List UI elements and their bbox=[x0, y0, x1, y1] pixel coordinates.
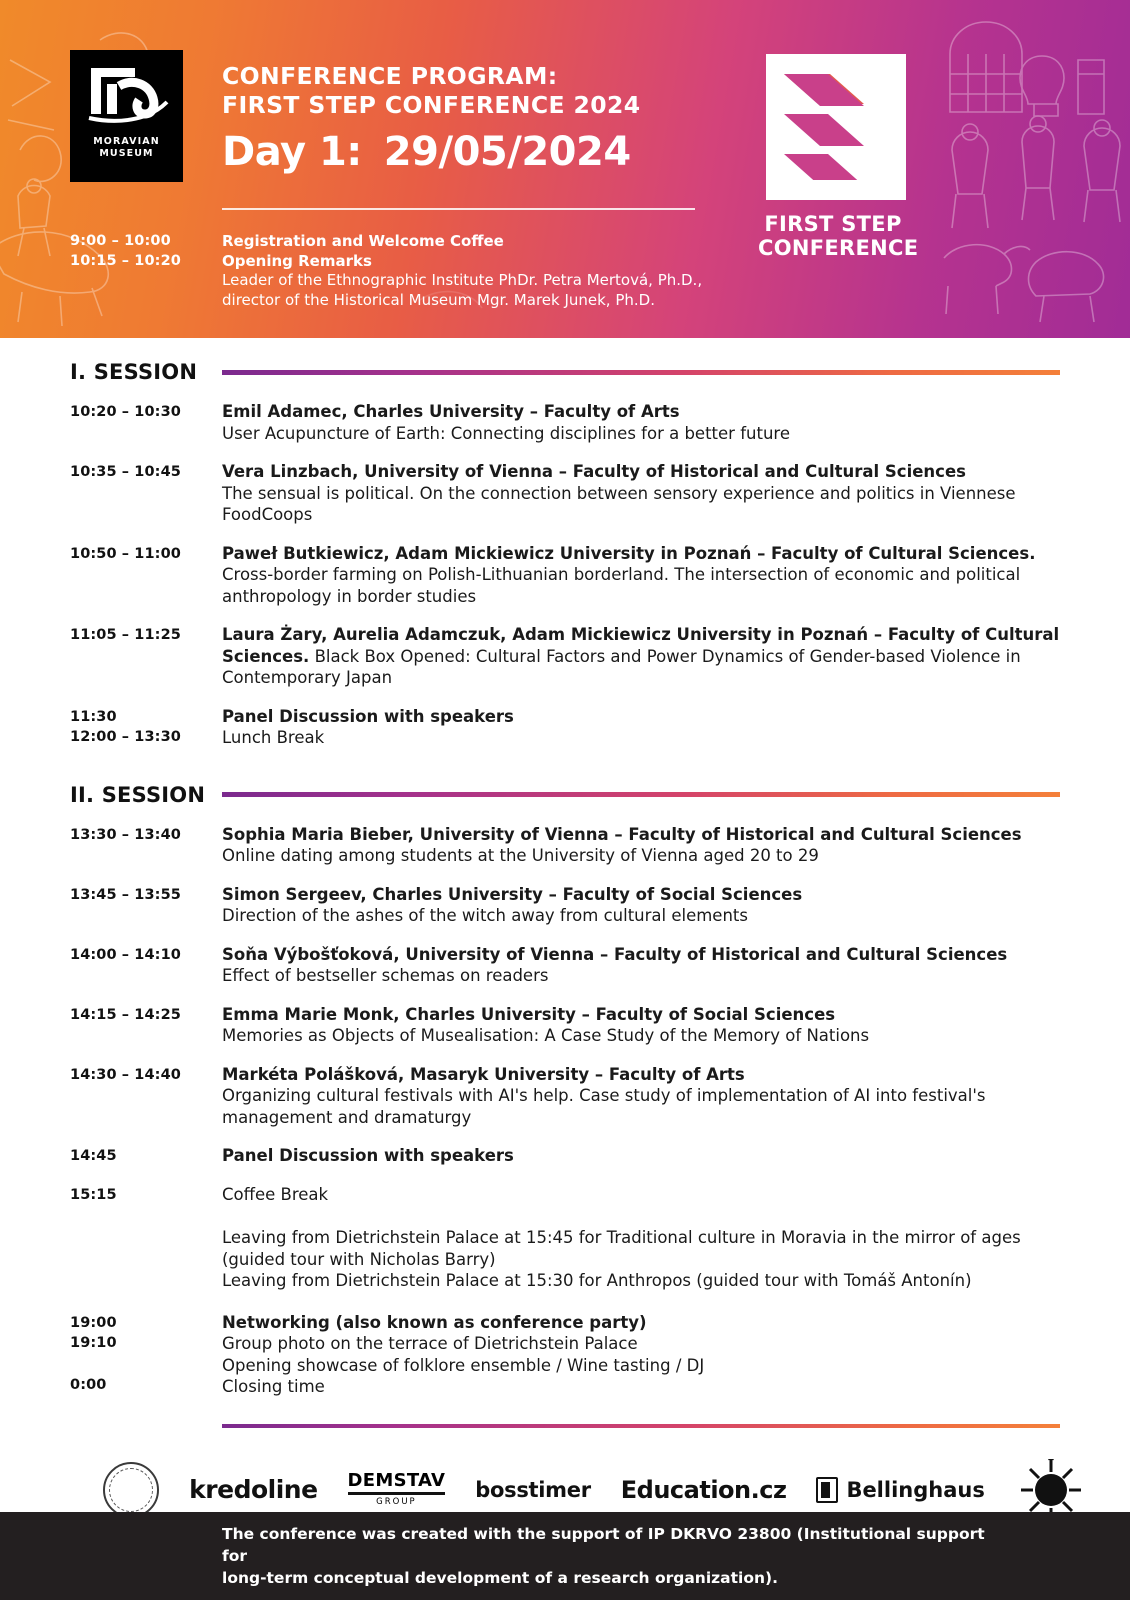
museum-logo-text bbox=[93, 136, 160, 160]
row-subtitle-1: Group photo on the terrace of Dietrichstein Palace bbox=[222, 1334, 638, 1353]
program-row bbox=[70, 1064, 1060, 1129]
program-row bbox=[70, 884, 1060, 927]
session-header-2 bbox=[70, 783, 1060, 807]
row-title: Emil Adamec, Charles University – Faculty of Arts bbox=[222, 402, 680, 421]
conference-program-line2: FIRST STEP CONFERENCE 2024 bbox=[222, 91, 641, 119]
tour-note-1: Leaving from Dietrichstein Palace at 15:45 for Traditional culture in Moravia in the mirror of ages (guided tour with Nicholas Barry) bbox=[222, 1228, 1021, 1269]
header-item-registration: Registration and Welcome Coffee bbox=[222, 232, 504, 250]
row-subtitle: Organizing cultural festivals with AI's help. Case study of implementation of AI into festival's management and dramaturgy bbox=[222, 1086, 986, 1127]
poster-footer bbox=[0, 1512, 1130, 1600]
first-step-mark-icon bbox=[758, 52, 908, 202]
row-time-3: 0:00 bbox=[70, 1376, 107, 1393]
row-description bbox=[222, 1004, 1060, 1047]
row-description bbox=[222, 461, 1060, 526]
row-subtitle: Lunch Break bbox=[222, 728, 325, 747]
row-subtitle-3: Closing time bbox=[222, 1377, 325, 1396]
row-subtitle: Memories as Objects of Musealisation: A Case Study of the Memory of Nations bbox=[222, 1026, 870, 1045]
sponsor-university-seal bbox=[103, 1462, 159, 1518]
museum-logo-line1: MORAVIAN bbox=[93, 136, 160, 147]
closing-divider bbox=[222, 1424, 1060, 1428]
row-subtitle: Effect of bestseller schemas on readers bbox=[222, 966, 549, 985]
svg-text:T: T bbox=[1048, 1457, 1054, 1467]
sponsor-bellinghaus bbox=[816, 1477, 984, 1503]
row-description bbox=[222, 543, 1060, 608]
row-plain-text: Coffee Break bbox=[222, 1184, 329, 1204]
session-title-2: II. SESSION bbox=[70, 782, 206, 807]
program-row-notes bbox=[70, 1227, 1060, 1292]
row-time: 14:45 bbox=[70, 1148, 117, 1164]
header-time-1: 9:00 – 10:00 bbox=[70, 233, 171, 249]
row-description bbox=[222, 1227, 1060, 1292]
row-time: 14:15 – 14:25 bbox=[70, 1006, 181, 1023]
header-item-speaker-1: Leader of the Ethnographic Institute PhDr. Petra Mertová, Ph.D., bbox=[222, 271, 703, 289]
row-time: 10:50 – 11:00 bbox=[70, 545, 181, 562]
footer-line-1: The conference was created with the support of IP DKRVO 23800 (Institutional support for bbox=[222, 1525, 985, 1565]
demstav-sub: GROUP bbox=[376, 1497, 417, 1508]
row-subtitle: Online dating among students at the University of Vienna aged 20 to 29 bbox=[222, 846, 819, 865]
program-row bbox=[70, 1184, 1060, 1206]
education-name: Education bbox=[620, 1475, 751, 1504]
tour-note-2: Leaving from Dietrichstein Palace at 15:30 for Anthropos (guided tour with Tomáš Antonín) bbox=[222, 1271, 972, 1290]
row-title: Laura Żary, Aurelia Adamczuk, Adam Mickiewicz University in Poznań – Faculty of Cultural Sciences. bbox=[222, 625, 1060, 666]
program-row bbox=[70, 824, 1060, 867]
row-time: 11:05 – 11:25 bbox=[70, 627, 181, 643]
row-title: Sophia Maria Bieber, University of Vienna – Faculty of Historical and Cultural Sciences bbox=[222, 824, 1022, 844]
row-subtitle: User Acupuncture of Earth: Connecting disciplines for a better future bbox=[222, 423, 790, 443]
row-description bbox=[222, 1312, 1060, 1398]
row-description bbox=[222, 884, 1060, 927]
program-row bbox=[70, 1145, 1060, 1167]
row-title: Networking (also known as conference party) bbox=[222, 1312, 647, 1332]
bellinghaus-mark-icon bbox=[816, 1477, 838, 1503]
program-row bbox=[70, 401, 1060, 444]
row-title: Panel Discussion with speakers bbox=[222, 706, 514, 726]
row-description bbox=[222, 1145, 1060, 1167]
row-subtitle-2: Opening showcase of folklore ensemble / Wine tasting / DJ bbox=[222, 1355, 705, 1375]
program-row bbox=[70, 1004, 1060, 1047]
header-item-opening-remarks: Opening Remarks bbox=[222, 251, 372, 270]
row-time: 13:45 – 13:55 bbox=[70, 886, 181, 903]
session-bar-2 bbox=[222, 792, 1060, 797]
row-title: Panel Discussion with speakers bbox=[222, 1146, 514, 1165]
program-row bbox=[70, 624, 1060, 689]
footer-support-text bbox=[222, 1523, 1012, 1589]
row-time-1: 11:30 bbox=[70, 708, 117, 725]
program-row bbox=[70, 461, 1060, 526]
row-inline-text: Cross-border farming on Polish-Lithuanian borderland. The intersection of economic and political anthropology in border studies bbox=[222, 565, 1021, 606]
sponsor-bosstimer: bosstimer bbox=[475, 1477, 591, 1502]
row-description bbox=[222, 1064, 1060, 1129]
program-row-networking bbox=[70, 1312, 1060, 1398]
row-time bbox=[70, 1227, 222, 1292]
row-description bbox=[222, 401, 1060, 444]
conference-program-line1: CONFERENCE PROGRAM: bbox=[222, 62, 558, 90]
program-body bbox=[0, 360, 1130, 1526]
moravian-museum-logo bbox=[70, 50, 183, 182]
row-time bbox=[70, 1312, 222, 1398]
session-header-1 bbox=[70, 360, 1060, 384]
header-item-speaker-2: director of the Historical Museum Mgr. Marek Junek, Ph.D. bbox=[222, 290, 655, 309]
row-description bbox=[222, 944, 1060, 987]
row-title: Soňa Výbošťoková, University of Vienna – Faculty of Historical and Cultural Sciences bbox=[222, 944, 1008, 964]
row-time: 15:15 bbox=[70, 1186, 117, 1203]
sponsor-education-cz bbox=[621, 1476, 787, 1504]
museum-mark-icon bbox=[85, 64, 169, 126]
header-schedule-items bbox=[222, 232, 702, 310]
session-title-1: I. SESSION bbox=[70, 360, 198, 384]
row-subtitle: Direction of the ashes of the witch away from cultural elements bbox=[222, 906, 748, 925]
row-inline-text: Black Box Opened: Cultural Factors and Power Dynamics of Gender-based Violence in Contemporary Japan bbox=[222, 646, 1021, 687]
program-row bbox=[70, 944, 1060, 987]
row-title: Simon Sergeev, Charles University – Faculty of Social Sciences bbox=[222, 884, 803, 904]
row-title: Vera Linzbach, University of Vienna – Faculty of Historical and Cultural Sciences bbox=[222, 462, 966, 481]
row-time-2: 19:10 bbox=[70, 1335, 117, 1351]
day-row bbox=[222, 129, 641, 175]
row-time: 14:00 – 14:10 bbox=[70, 946, 181, 963]
header-time-2: 10:15 – 10:20 bbox=[70, 252, 181, 269]
sponsor-kredoline: kredoline bbox=[189, 1475, 318, 1504]
header-titles bbox=[222, 62, 641, 175]
row-subtitle: The sensual is political. On the connection between sensory experience and politics in Viennese FoodCoops bbox=[222, 483, 1016, 524]
session-bar-1 bbox=[222, 370, 1060, 375]
row-time: 14:30 – 14:40 bbox=[70, 1066, 181, 1083]
row-time: 13:30 – 13:40 bbox=[70, 826, 181, 843]
day-label: Day 1: bbox=[222, 129, 362, 175]
row-time-1: 19:00 bbox=[70, 1314, 117, 1331]
university-seal-icon bbox=[103, 1462, 159, 1518]
row-time: 10:35 – 10:45 bbox=[70, 464, 181, 480]
row-description bbox=[222, 706, 1060, 749]
row-time-2: 12:00 – 13:30 bbox=[70, 729, 181, 745]
museum-logo-line2: MUSEUM bbox=[99, 148, 154, 159]
header-schedule-times bbox=[70, 232, 222, 310]
header-schedule bbox=[70, 232, 702, 310]
bellinghaus-name: Bellinghaus bbox=[846, 1477, 985, 1502]
demstav-name: DEMSTAV bbox=[348, 1472, 446, 1495]
sponsor-demstav bbox=[348, 1472, 446, 1507]
first-step-conference-logo bbox=[758, 52, 919, 260]
header-divider bbox=[222, 208, 695, 210]
first-step-conference-text bbox=[758, 212, 919, 260]
education-suffix: .cz bbox=[750, 1475, 787, 1504]
program-row bbox=[70, 543, 1060, 608]
row-time bbox=[70, 706, 222, 749]
row-time: 10:20 – 10:30 bbox=[70, 404, 181, 420]
poster-header bbox=[0, 0, 1130, 338]
footer-line-2: long-term conceptual development of a research organization). bbox=[222, 1569, 779, 1587]
row-description bbox=[222, 1184, 1060, 1206]
fsc-line2: CONFERENCE bbox=[758, 236, 919, 260]
row-title: Markéta Polášková, Masaryk University – Faculty of Arts bbox=[222, 1064, 745, 1084]
day-date: 29/05/2024 bbox=[383, 129, 631, 175]
row-description bbox=[222, 824, 1060, 867]
row-title: Emma Marie Monk, Charles University – Faculty of Social Sciences bbox=[222, 1004, 836, 1024]
row-title: Paweł Butkiewicz, Adam Mickiewicz University in Poznań – Faculty of Cultural Sciences. bbox=[222, 543, 1036, 563]
program-row bbox=[70, 706, 1060, 749]
row-description bbox=[222, 624, 1060, 689]
fsc-line1: FIRST STEP bbox=[764, 212, 902, 236]
